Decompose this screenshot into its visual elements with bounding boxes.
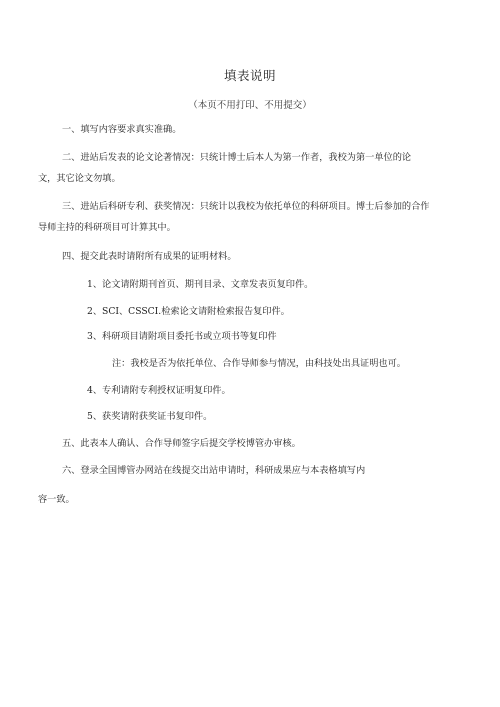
instruction-2-line-2: 文，其它论文勿填。 [38, 173, 121, 184]
instruction-2-line-1: 二、进站后发表的论文论著情况：只统计博士后本人为第一作者，我校为第一单位的论 [62, 152, 412, 163]
document-title: 填表说明 [223, 68, 276, 83]
sub-item-3: 3、科研项目请附项目委托书或立项书等复印件 [87, 331, 277, 342]
sub-item-note: 注：我校是否为依托单位、合作导师参与情况，由科技处出具证明也可。 [112, 358, 406, 369]
instruction-3-line-1: 三、进站后科研专利、获奖情况：只统计以我校为依托单位的科研项目。博士后参加的合作 [62, 201, 430, 212]
instruction-6-line-2: 容一致。 [38, 494, 75, 505]
sub-item-2: 2、SCI、CSSCI.检索论文请附检索报告复印件。 [87, 306, 290, 317]
instruction-1: 一、填写内容要求真实准确。 [62, 124, 182, 135]
document-subtitle: （本页不用打印、不用提交） [188, 100, 312, 111]
instruction-4: 四、提交此表时请附所有成果的证明材料。 [62, 251, 237, 262]
instruction-6-line-1: 六、登录全国博管办网站在线提交出站申请时，科研成果应与本表格填写内 [62, 465, 366, 476]
sub-item-4: 4、专利请附专利授权证明复印件。 [87, 385, 231, 396]
sub-item-5: 5、获奖请附获奖证书复印件。 [87, 411, 213, 422]
instruction-3-line-2: 导师主持的科研项目可计算其中。 [38, 222, 176, 233]
sub-item-1: 1、论文请附期刊首页、期刊目录、文章发表页复印件。 [87, 279, 314, 290]
instruction-5: 五、此表本人确认、合作导师签字后提交学校博管办审核。 [62, 438, 301, 449]
